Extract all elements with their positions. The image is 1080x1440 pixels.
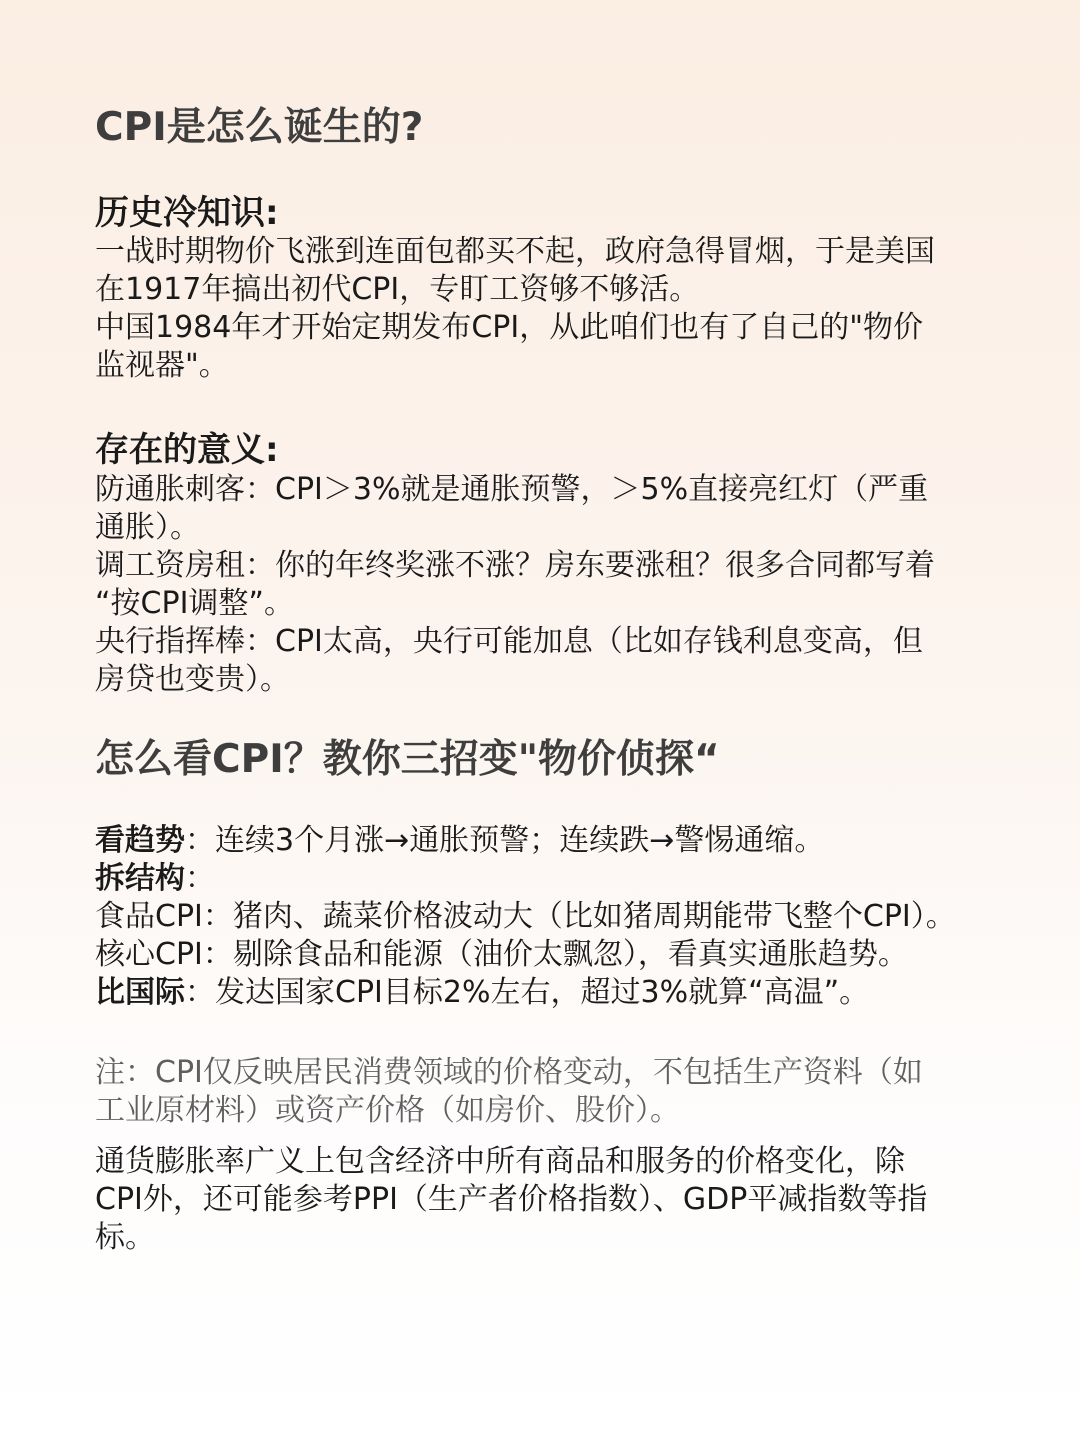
significance-line: 调工资房租：你的年终奖涨不涨？房东要涨租？很多合同都写着 [95, 548, 935, 583]
history-line: 中国1984年才开始定期发布CPI，从此咱们也有了自己的"物价 [95, 310, 924, 345]
heading-significance: 存在的意义: [95, 430, 279, 470]
inflation-paragraph [95, 1143, 995, 1257]
significance-line: 防通胀刺客：CPI＞3%就是通胀预警，＞5%直接亮红灯（严重 [95, 472, 929, 507]
tip-trend-label: 看趋势 [95, 823, 185, 858]
history-line: 在1917年搞出初代CPI，专盯工资够不够活。 [95, 272, 700, 307]
history-line: 监视器"。 [95, 348, 229, 383]
history-paragraph [95, 233, 995, 385]
tip-structure [95, 860, 995, 898]
significance-line: 央行指挥棒：CPI太高，央行可能加息（比如存钱利息变高，但 [95, 624, 923, 659]
note-line: 注：CPI仅反映居民消费领域的价格变动，不包括生产资料（如 [95, 1055, 923, 1090]
note-line: 工业原材料）或资产价格（如房价、股价）。 [95, 1093, 680, 1128]
history-line: 一战时期物价飞涨到连面包都买不起，政府急得冒烟，于是美国 [95, 234, 935, 269]
significance-line: 通胀）。 [95, 510, 200, 545]
tip-food-cpi: 食品CPI：猪肉、蔬菜价格波动大（比如猪周期能带飞整个CPI）。 [95, 899, 956, 934]
tip-compare [95, 974, 995, 1012]
heading-history-trivia: 历史冷知识: [95, 193, 279, 233]
tip-trend [95, 822, 995, 860]
title-how-to-read-cpi: 怎么看CPI？教你三招变"物价侦探“ [95, 737, 720, 782]
note-paragraph [95, 1054, 995, 1130]
tip-trend-text: ：连续3个月涨→通胀预警；连续跌→警惕通缩。 [185, 823, 825, 858]
inflation-line: CPI外，还可能参考PPI（生产者价格指数）、GDP平减指数等指 [95, 1182, 928, 1217]
significance-paragraph [95, 471, 995, 699]
tip-compare-text: ：发达国家CPI目标2%左右，超过3%就算“高温”。 [185, 975, 870, 1010]
tip-core-cpi: 核心CPI：剔除食品和能源（油价太飘忽），看真实通胀趋势。 [95, 937, 908, 972]
inflation-line: 通货膨胀率广义上包含经济中所有商品和服务的价格变化，除 [95, 1144, 905, 1179]
inflation-line: 标。 [95, 1220, 155, 1255]
tip-structure-label: 拆结构 [95, 861, 185, 896]
significance-line: “按CPI调整”。 [95, 586, 294, 621]
tips-paragraph [95, 822, 995, 1012]
title-cpi-origin: CPI是怎么诞生的? [95, 105, 424, 150]
tip-structure-text: ： [185, 861, 215, 896]
significance-line: 房贷也变贵）。 [95, 662, 290, 697]
tip-compare-label: 比国际 [95, 975, 185, 1010]
